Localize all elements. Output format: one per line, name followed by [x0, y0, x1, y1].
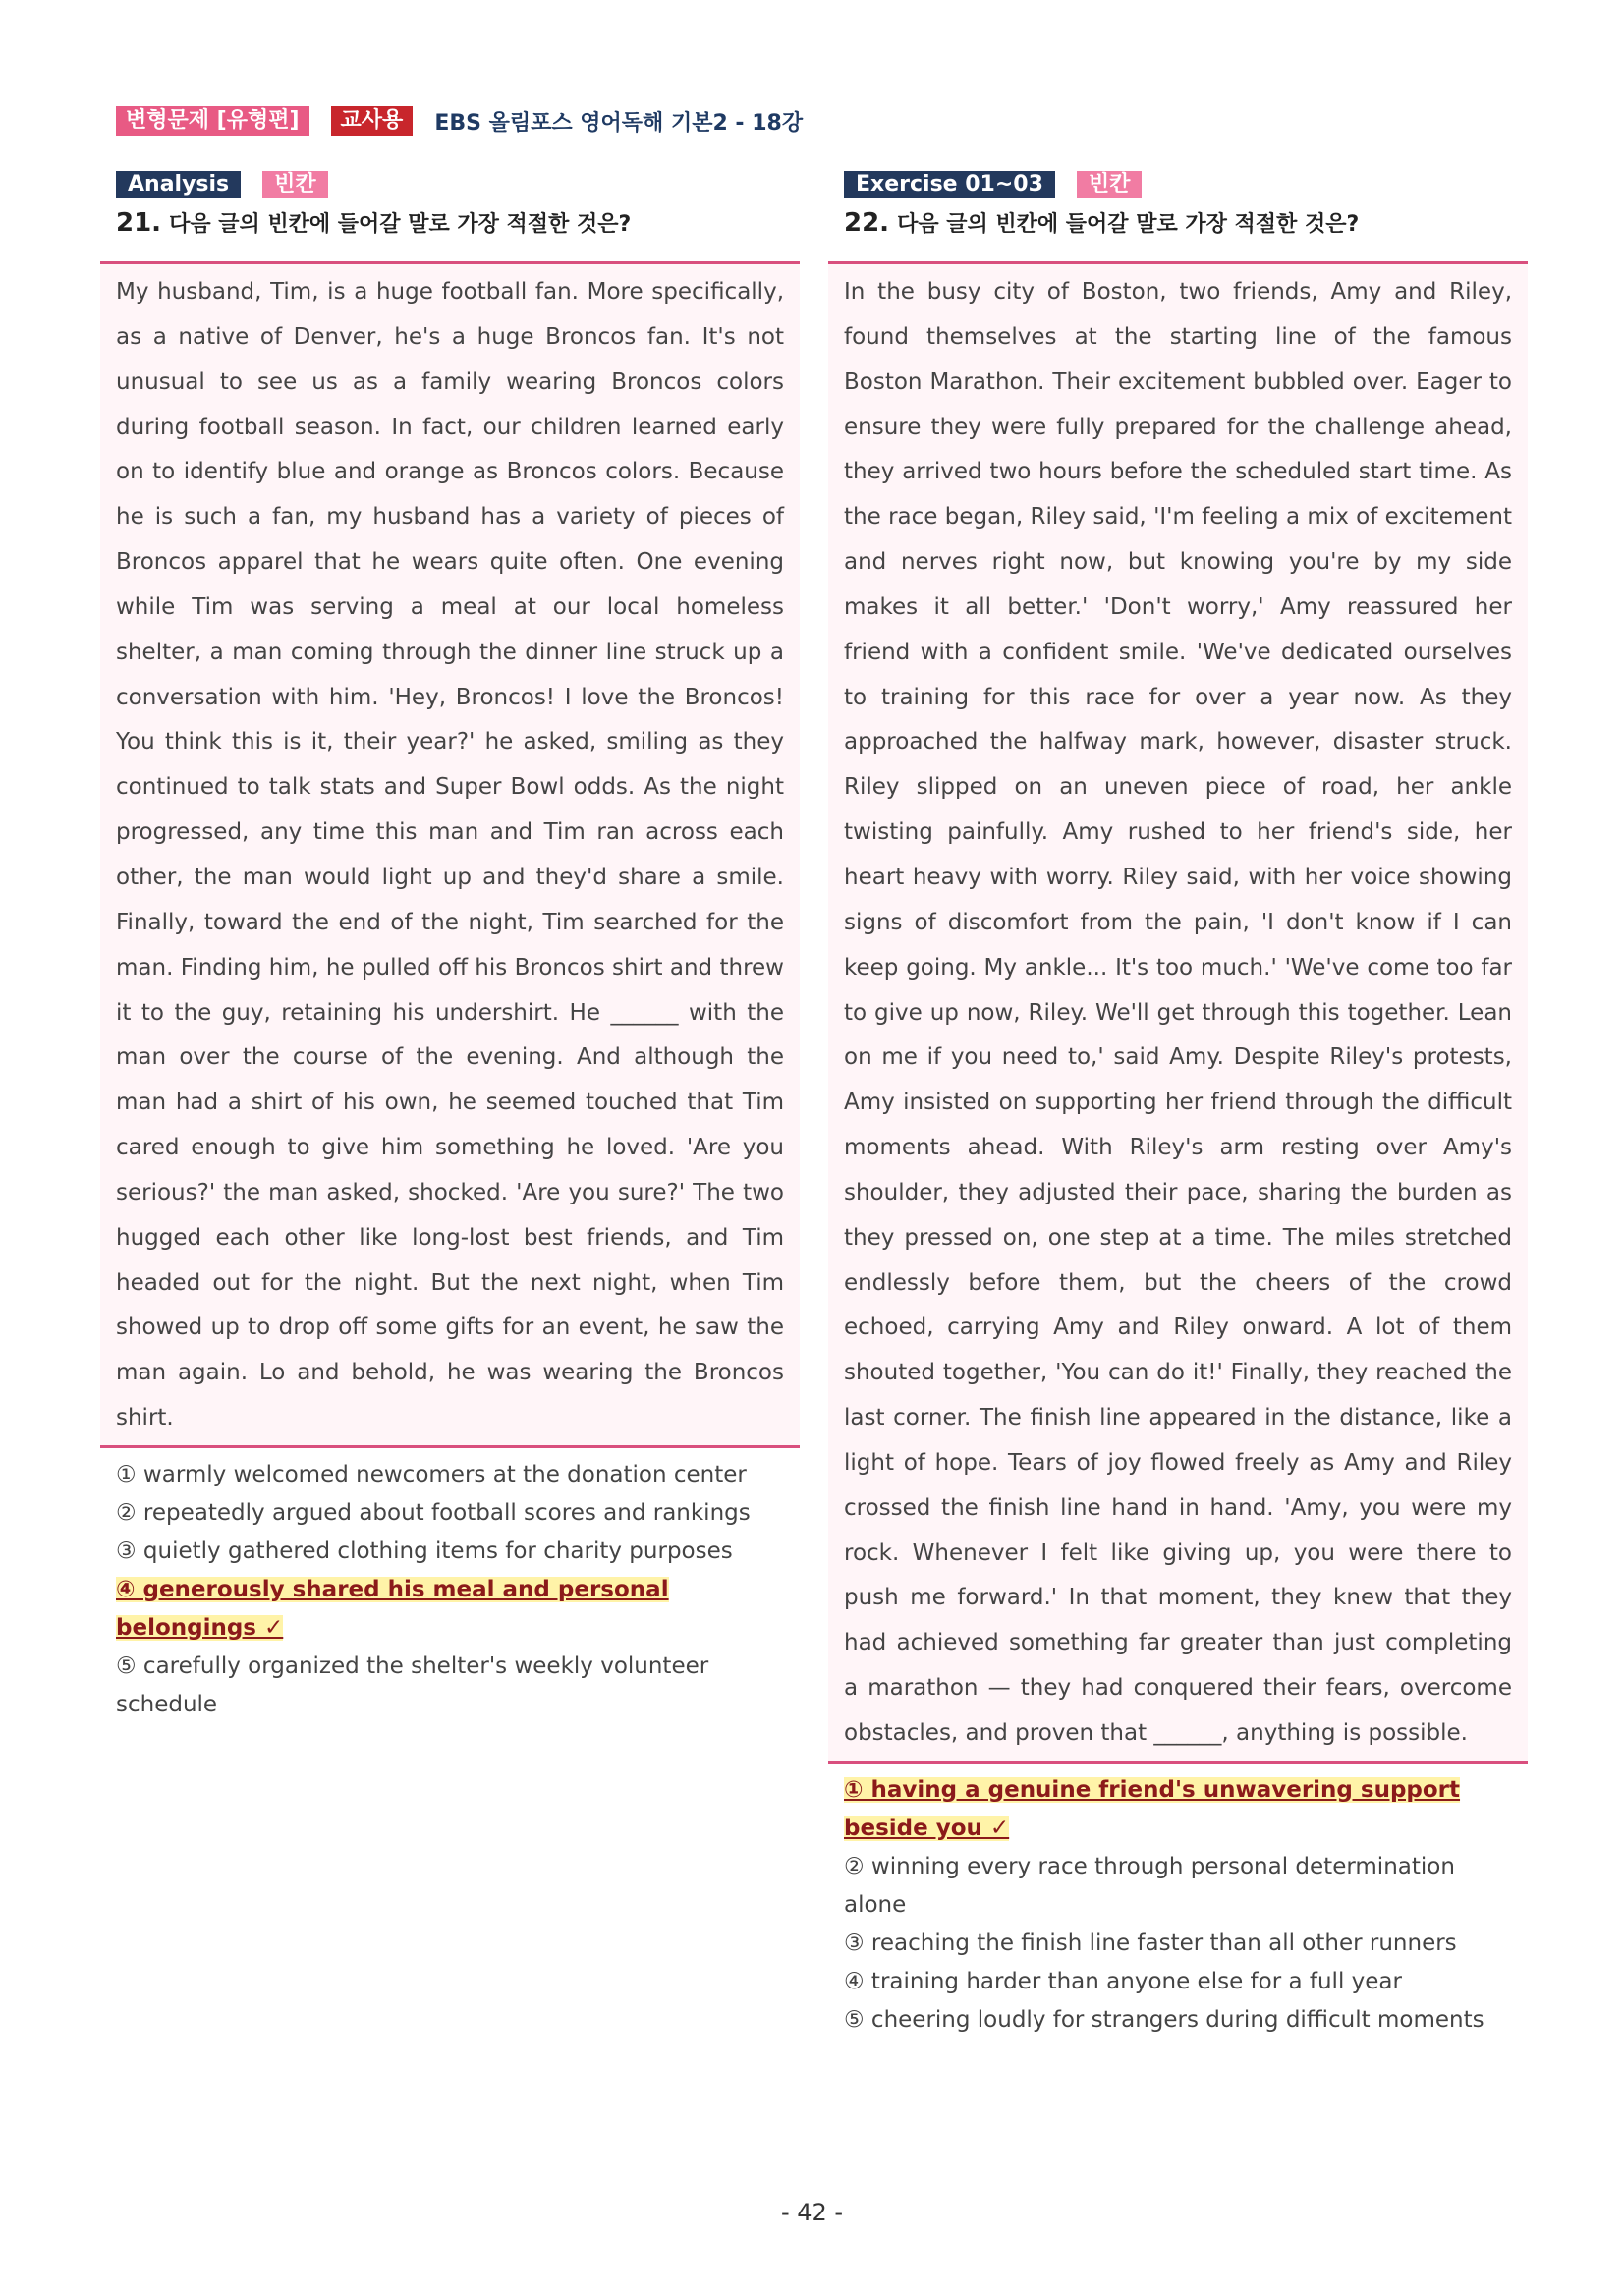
option-4: ④ training harder than anyone else for a full year [844, 1968, 1402, 1994]
question-22-badges [844, 171, 1528, 198]
question-text: 다음 글의 빈칸에 들어갈 말로 가장 적절한 것은? [897, 212, 1360, 237]
option-4-wrapper [116, 1571, 784, 1648]
question-22-column [828, 171, 1528, 2040]
option-5: ⑤ carefully organized the shelter's weekly volunteer schedule [116, 1652, 709, 1717]
page-header [116, 106, 803, 136]
page-number: - 42 - [780, 2199, 844, 2226]
blank-type-badge: 빈칸 [262, 171, 328, 198]
question-21-column [100, 171, 800, 1724]
option-3: ③ reaching the finish line faster than all other runners [844, 1930, 1457, 1956]
option-5: ⑤ cheering loudly for strangers during difficult moments [844, 2006, 1484, 2033]
exercise-badge: Exercise 01~03 [844, 171, 1055, 198]
question-22-prompt [844, 206, 1528, 240]
option-1-correct: ① having a genuine friend's unwavering support beside you ✓ [844, 1776, 1461, 1841]
blank-type-badge: 빈칸 [1077, 171, 1143, 198]
question-22-passage: In the busy city of Boston, two friends, Amy and Riley, found themselves at the starting line of the famous Boston Marathon. Their excitement bubbled over. Eager to ensure they were fully prepared for the challenge ahead, they arrived two hours before the scheduled start time. As the race began, Riley said, 'I'm feeling a mix of excitement and nerves right now, but knowing you're by my side makes it all better.' 'Don't worry,' Amy reassured her friend with a confident smile. 'We've dedicated ourselves to training for this race for over a year now. As they approached the halfway mark, however, disaster struck. Riley slipped on an uneven piece of road, her ankle twisting painfully. Amy rushed to her friend's side, her heart heavy with worry. Riley said, with her voice showing signs of discomfort from the pain, 'I don't know if I can keep going. My ankle... It's too much.' 'We've come too far to give up now, Riley. We'll get through this together. Lean on me if you need to,' said Amy. Despite Riley's protests, Amy insisted on supporting her friend through the difficult moments ahead. With Riley's arm resting over Amy's shoulder, they adjusted their pace, sharing the burden as they pressed on, one step at a time. The miles stretched endlessly before them, but the cheers of the crowd echoed, carrying Amy and Riley onward. A lot of them shouted together, 'You can do it!' Finally, they reached the last corner. The finish line appeared in the distance, like a light of hope. Tears of joy flowed freely as Amy and Riley crossed the finish line hand in hand. 'Amy, you were my rock. Whenever I felt like giving up, you were there to push me forward.' In that moment, they knew that they had achieved something far greater than just completing a marathon — they had conquered their fears, overcome obstacles, and proven that ______, anything is possible. [828, 261, 1528, 1764]
question-21-badges [116, 171, 800, 198]
header-title: EBS 올림포스 영어독해 기본2 - 18강 [434, 110, 804, 136]
option-1: ① warmly welcomed newcomers at the donation center [116, 1461, 747, 1487]
option-3: ③ quietly gathered clothing items for charity purposes [116, 1538, 733, 1564]
question-22-options [828, 1771, 1528, 2040]
question-21-passage: My husband, Tim, is a huge football fan. More specifically, as a native of Denver, he's a huge Broncos fan. It's not unusual to see us as a family wearing Broncos colors during football season. In fact, our children learned early on to identify blue and orange as Broncos colors. Because he is such a fan, my husband has a variety of pieces of Broncos apparel that he wears quite often. One evening while Tim was serving a meal at our local homeless shelter, a man coming through the dinner line struck up a conversation with him. 'Hey, Broncos! I love the Broncos! You think this is it, their year?' he asked, smiling as they continued to talk stats and Super Bowl odds. As the night progressed, any time this man and Tim ran across each other, the man would light up and they'd share a smile. Finally, toward the end of the night, Tim searched for the man. Finding him, he pulled off his Broncos shirt and threw it to the guy, retaining his undershirt. He ______ with the man over the course of the evening. And although the man had a shirt of his own, he seemed touched that Tim cared enough to give him something he loved. 'Are you serious?' the man asked, shocked. 'Are you sure?' The two hugged each other like long-lost best friends, and Tim headed out for the night. But the next night, when Tim showed up to drop off some gifts for an event, he saw the man again. Lo and behold, he was wearing the Broncos shirt. [100, 261, 800, 1448]
question-21-options [100, 1456, 800, 1724]
question-number: 22. [844, 208, 890, 238]
variant-tag: 변형문제 [유형편] [116, 106, 309, 136]
question-number: 21. [116, 208, 162, 238]
teacher-tag: 교사용 [331, 106, 414, 136]
analysis-badge: Analysis [116, 171, 241, 198]
option-4-correct: ④ generously shared his meal and personal belongings ✓ [116, 1576, 669, 1641]
question-21-prompt [116, 206, 800, 240]
option-2: ② winning every race through personal determination alone [844, 1853, 1455, 1918]
option-2: ② repeatedly argued about football scores and rankings [116, 1499, 751, 1526]
option-1-wrapper [844, 1771, 1512, 1848]
question-text: 다음 글의 빈칸에 들어갈 말로 가장 적절한 것은? [169, 212, 632, 237]
